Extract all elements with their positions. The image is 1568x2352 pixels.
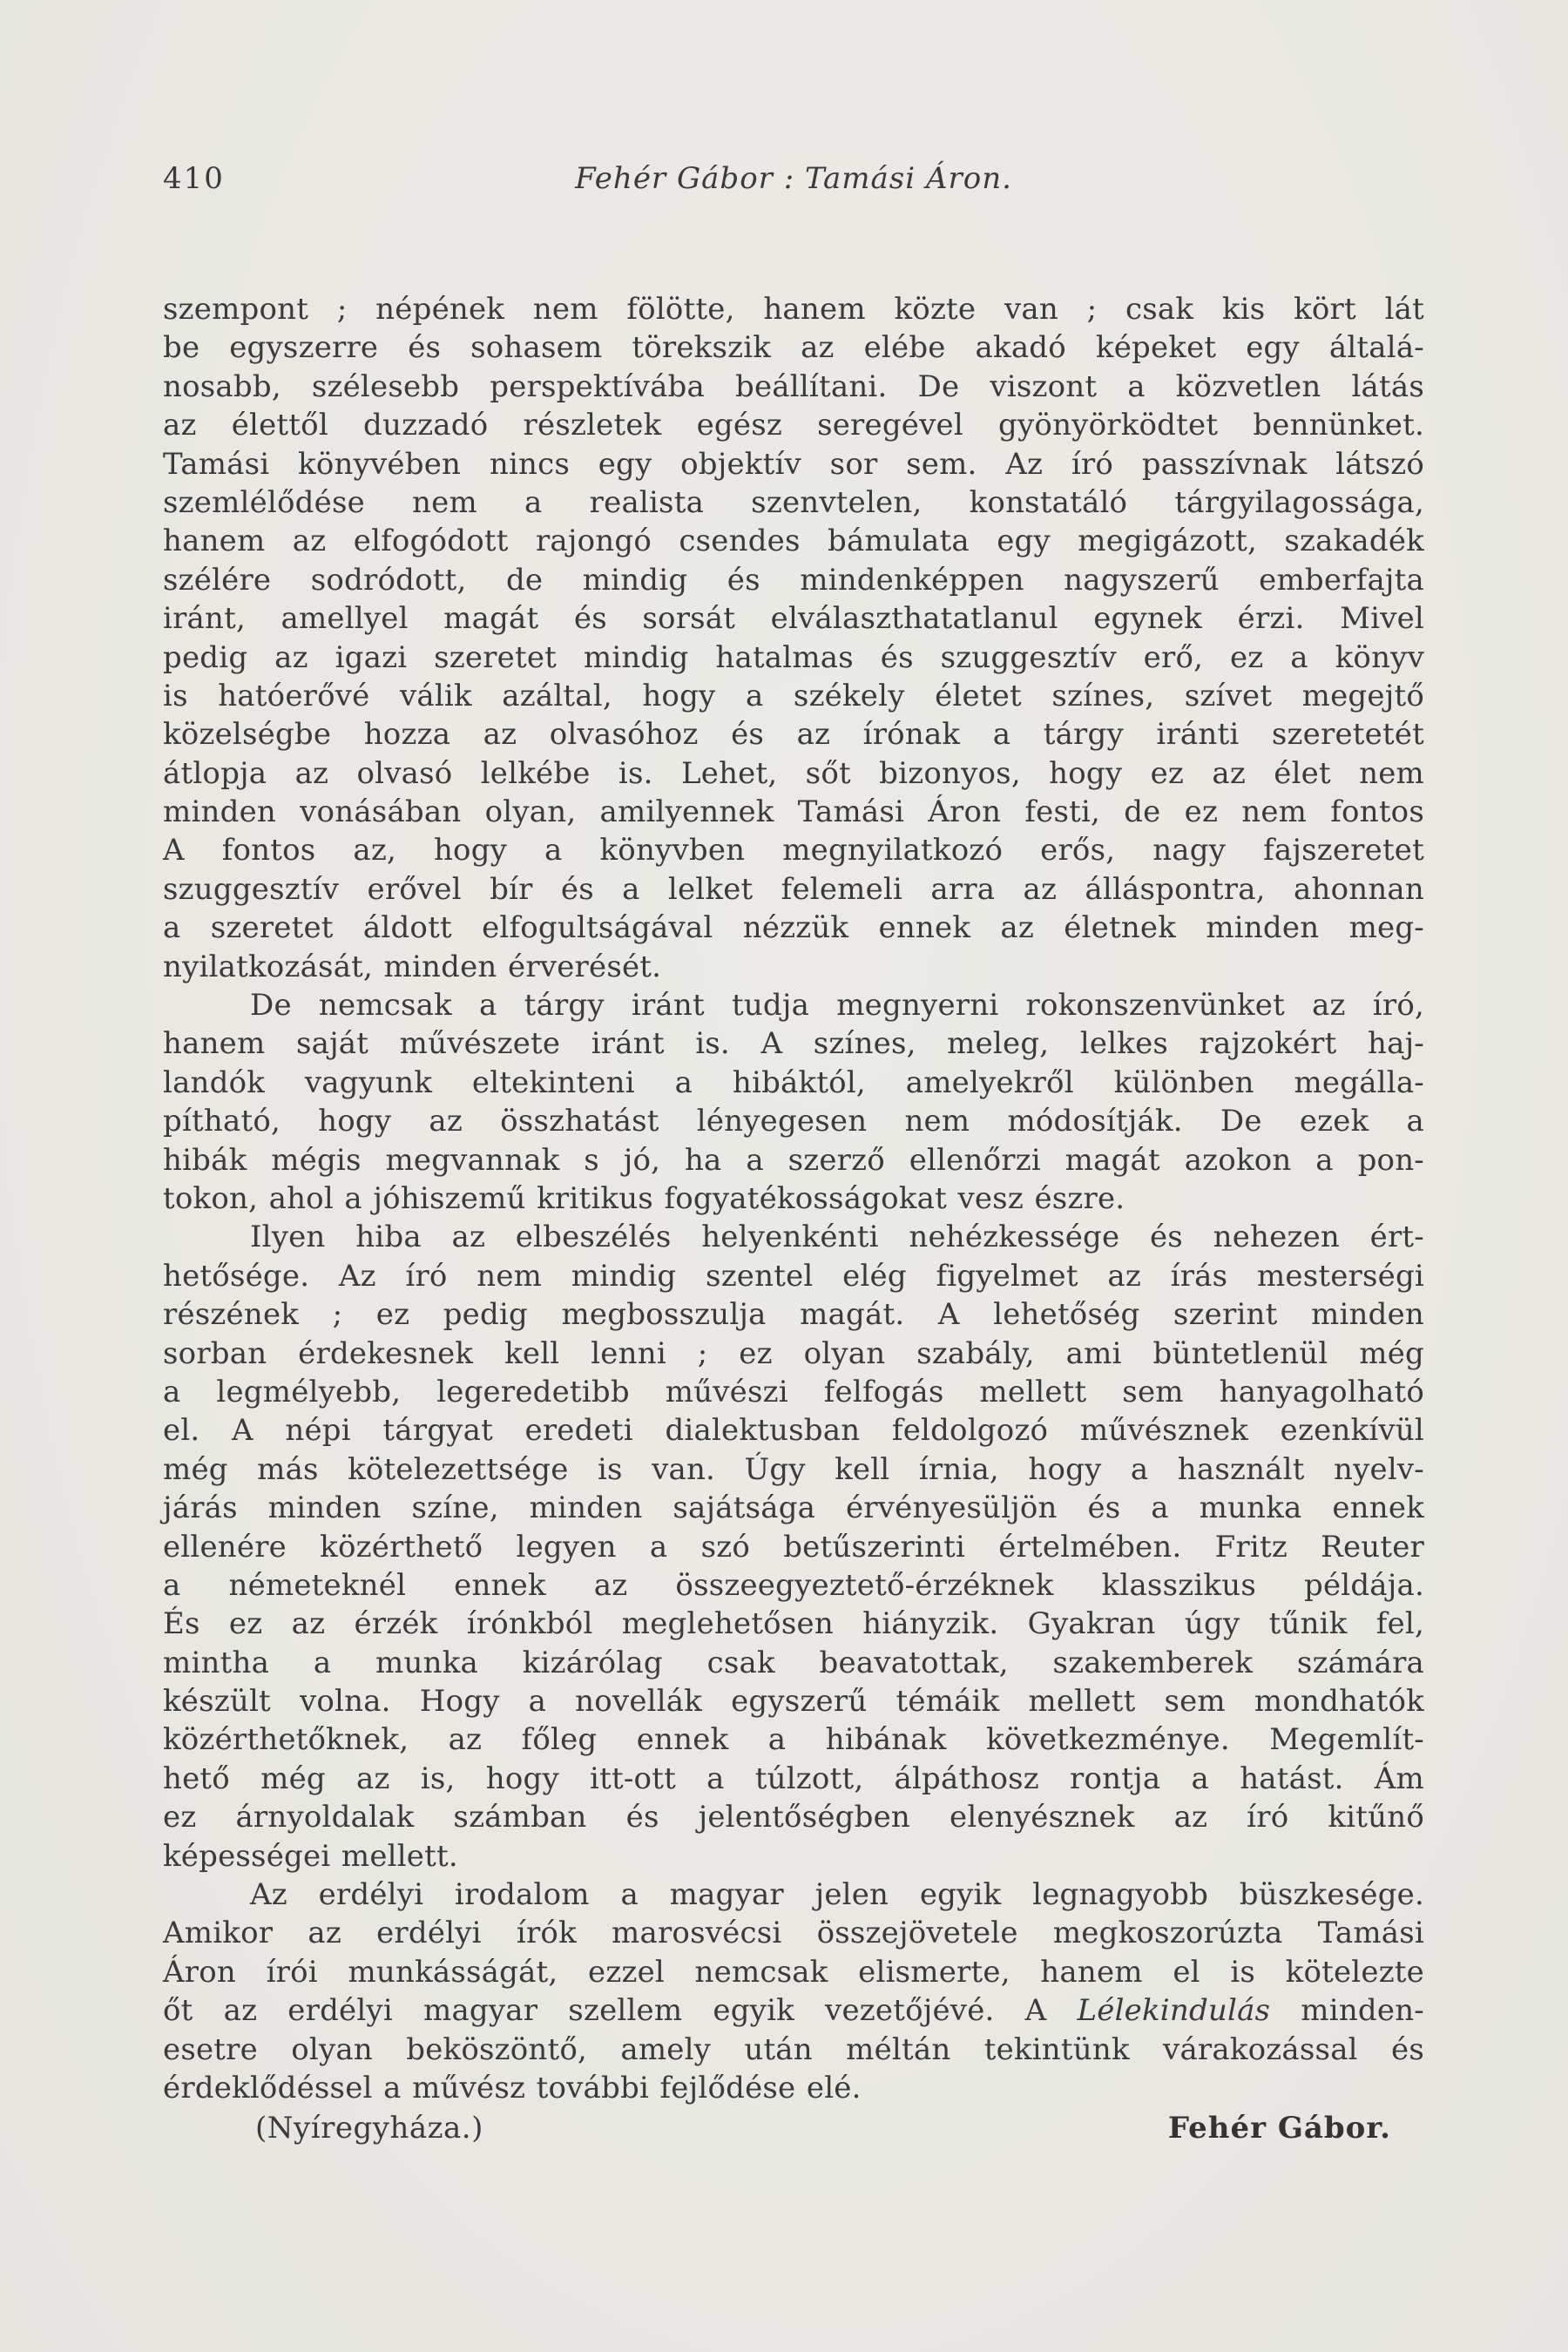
text-line: a legmélyebb, legeredetibb művészi felfogás mellett sem hanyagolható xyxy=(163,1374,1424,1409)
text-line: Amikor az erdélyi írók marosvécsi összejövetele megkoszorúzta Tamási xyxy=(163,1916,1424,1951)
text-line: hanem saját művészete iránt is. A színes, meleg, lelkes rajzokért haj- xyxy=(163,1026,1424,1062)
page-header xyxy=(163,159,1424,198)
text-line: részének ; ez pedig megbosszulja magát. A lehetőség szerint minden xyxy=(163,1297,1424,1333)
text-line: az élettől duzzadó részletek egész seregével gyönyörködtet bennünket. xyxy=(163,408,1424,443)
text-line: képességei mellett. xyxy=(163,1838,458,1874)
running-title: Fehér Gábor : Tamási Áron. xyxy=(575,161,1012,196)
text-line: a németeknél ennek az összeegyeztető-érzéknek klasszikus példája. xyxy=(163,1567,1424,1603)
text-line: A fontos az, hogy a könyvben megnyilatkozó erős, nagy fajszeretet xyxy=(163,833,1424,868)
text-line: hető még az is, hogy itt-ott a túlzott, álpáthosz rontja a hatást. Ám xyxy=(163,1761,1424,1796)
place-note: (Nyíregyháza.) xyxy=(255,2111,483,2146)
text-line: közérthetőknek, az főleg ennek a hibának következménye. Megemlít- xyxy=(163,1722,1424,1758)
text-line: járás minden színe, minden sajátsága érvényesüljön és a munka ennek xyxy=(163,1490,1424,1526)
text-line: el. A népi tárgyat eredeti dialektusban feldolgozó művésznek ezenkívül xyxy=(163,1413,1424,1449)
text-line: ez árnyoldalak számban és jelentőségben elenyésznek az író kitűnő xyxy=(163,1800,1424,1835)
text-line: Tamási könyvében nincs egy objektív sor sem. Az író passzívnak látszó xyxy=(163,446,1424,482)
text-line: landók vagyunk eltekinteni a hibáktól, amelyekről különben megálla- xyxy=(163,1064,1424,1100)
paragraph xyxy=(163,986,1424,1218)
text-line: készült volna. Hogy a novellák egyszerű témáik mellett sem mondhatók xyxy=(163,1684,1424,1720)
page-footer xyxy=(163,2109,1424,2147)
text-line: mintha a munka kizárólag csak beavatottak, szakemberek számára xyxy=(163,1645,1424,1680)
text-line: De nemcsak a tárgy iránt tudja megnyerni rokonszenvünket az író, xyxy=(250,988,1424,1024)
text-line: iránt, amellyel magát és sorsát elválaszthatatlanul egynek érzi. Mivel xyxy=(163,601,1424,637)
paragraph xyxy=(163,290,1424,986)
page-number: 410 xyxy=(163,161,225,196)
text-line: be egyszerre és sohasem törekszik az elébe akadó képeket egy általá- xyxy=(163,330,1424,366)
text-line: tokon, ahol a jóhiszemű kritikus fogyatékosságokat vesz észre. xyxy=(163,1180,1125,1216)
text-line: Áron írói munkásságát, ezzel nemcsak elismerte, hanem el is kötelezte xyxy=(163,1954,1424,1990)
text-line: pedig az igazi szeretet mindig hatalmas és szuggesztív erő, ez a könyv xyxy=(163,639,1424,675)
text-line: hanem az elfogódott rajongó csendes bámulata egy megigázott, szakadék xyxy=(163,524,1424,559)
text-line: nosabb, szélesebb perspektívába beállítani. De viszont a közvetlen látás xyxy=(163,368,1424,404)
text-line: szélére sodródott, de mindig és mindenképpen nagyszerű emberfajta xyxy=(163,562,1424,598)
text-line: a szeretet áldott elfogultságával nézzük ennek az életnek minden meg- xyxy=(163,910,1424,946)
text-segment: minden- xyxy=(1270,1993,1424,2029)
book-title-italic: Lélekindulás xyxy=(1077,1993,1271,2029)
text-line: esetre olyan beköszöntő, amely után méltán tekintünk várakozással és xyxy=(163,2031,1424,2067)
text-segment: őt az erdélyi magyar szellem egyik vezetőjévé. A xyxy=(163,1993,1078,2029)
text-line: szempont ; népének nem fölötte, hanem közte van ; csak kis kört lát xyxy=(163,292,1424,327)
text-line: szemlélődése nem a realista szenvtelen, konstatáló tárgyilagossága, xyxy=(163,484,1424,520)
text-line: átlopja az olvasó lelkébe is. Lehet, sőt bizonyos, hogy ez az élet nem xyxy=(163,755,1424,791)
text-line: érdeklődéssel a művész további fejlődése elé. xyxy=(163,2070,862,2105)
text-line: hibák mégis megvannak s jó, ha a szerző ellenőrzi magát azokon a pon- xyxy=(163,1142,1424,1178)
author-signature: Fehér Gábor. xyxy=(1167,2111,1391,2146)
text-line: ellenére közérthető legyen a szó betűszerinti értelmében. Fritz Reuter xyxy=(163,1529,1424,1565)
text-line: még más kötelezettsége is van. Úgy kell írnia, hogy a használt nyelv- xyxy=(163,1451,1424,1487)
text-line xyxy=(163,1991,1424,2030)
paragraph xyxy=(163,1876,1424,2107)
text-line: közelségbe hozza az olvasóhoz és az írónak a tárgy iránti szeretetét xyxy=(163,717,1424,753)
text-line: szuggesztív erővel bír és a lelket felemeli arra az álláspontra, ahonnan xyxy=(163,871,1424,907)
text-line: nyilatkozását, minden érverését. xyxy=(163,949,662,984)
text-line: És ez az érzék írónkból meglehetősen hiányzik. Gyakran úgy tűnik fel, xyxy=(163,1606,1424,1642)
text-line: Az erdélyi irodalom a magyar jelen egyik legnagyobb büszkesége. xyxy=(250,1877,1424,1913)
text-line: hetősége. Az író nem mindig szentel elég figyelmet az írás mesterségi xyxy=(163,1258,1424,1294)
text-line: minden vonásában olyan, amilyennek Tamási Áron festi, de ez nem fontos xyxy=(163,794,1424,830)
text-line: is hatóerővé válik azáltal, hogy a székely életet színes, szívet megejtő xyxy=(163,678,1424,713)
text-line: Ilyen hiba az elbeszélés helyenkénti nehézkessége és nehezen ért- xyxy=(250,1220,1424,1255)
paragraph xyxy=(163,1218,1424,1876)
text-line: pítható, hogy az összhatást lényegesen nem módosítják. De ezek a xyxy=(163,1104,1424,1139)
text-line: sorban érdekesnek kell lenni ; ez olyan szabály, ami büntetlenül még xyxy=(163,1335,1424,1371)
article-body xyxy=(163,290,1424,2107)
